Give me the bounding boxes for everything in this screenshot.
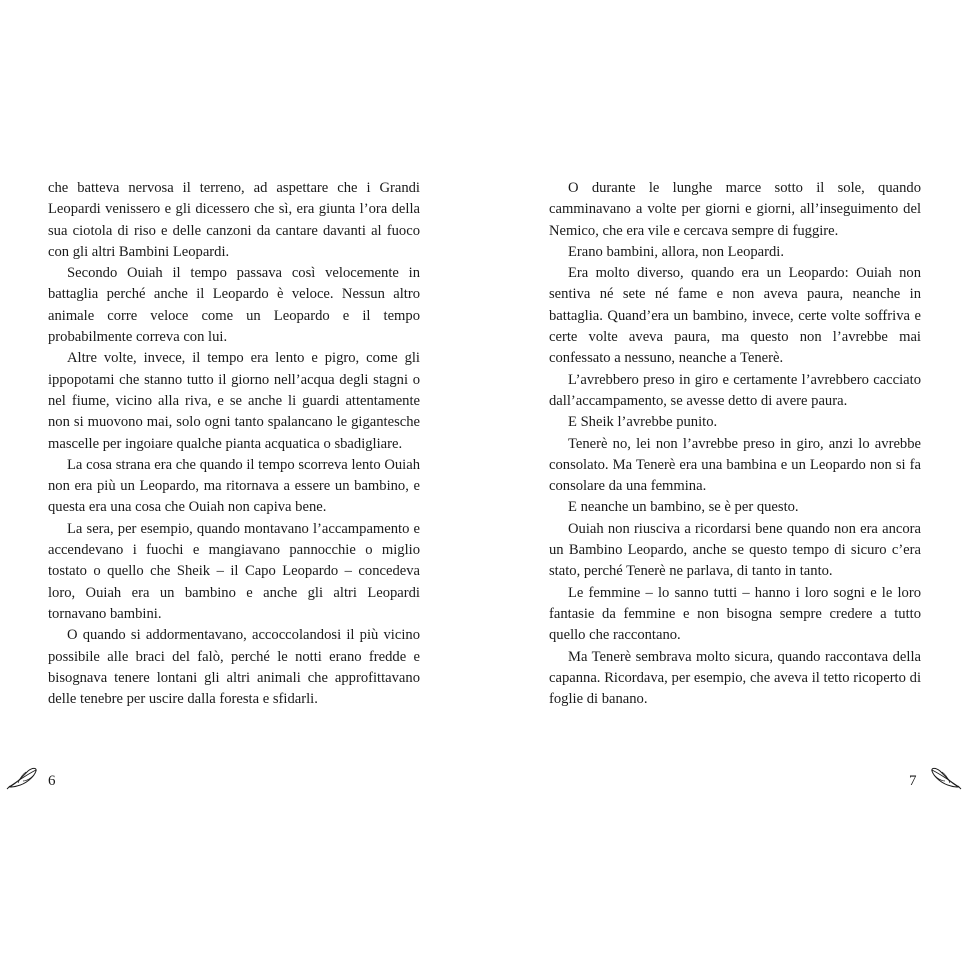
left-page-body xyxy=(48,178,420,710)
paragraph: Le femmine – lo sanno tutti – hanno i loro sogni e le loro fantasie da femmine e non bisogna sempre credere a tutto quello che raccontano. xyxy=(549,584,921,644)
paragraph: Era molto diverso, quando era un Leopardo: Ouiah non sentiva né sete né fame e non aveva paura, neanche in battaglia. Quand’era un bambino, invece, certe volte soffriva e certe volte aveva paura, ma questo non l’avrebbe mai confessato a nessuno, neanche a Tenerè. xyxy=(549,265,921,367)
paragraph: Ma Tenerè sembrava molto sicura, quando raccontava della capanna. Ricordava, per esempio, che aveva il tetto ricoperto di foglie di banano. xyxy=(549,648,921,708)
paragraph: Tenerè no, lei non l’avrebbe preso in giro, anzi lo avrebbe consolato. Ma Tenerè era una bambina e un Leopardo non si fa consolare da una femmina. xyxy=(549,435,921,495)
leaf-ornament-icon xyxy=(928,765,962,791)
paragraph: Erano bambini, allora, non Leopardi. xyxy=(568,243,784,260)
paragraph: Altre volte, invece, il tempo era lento e pigro, come gli ippopotami che stanno tutto il giorno nell’acqua degli stagni o nel fiume, vicino alla riva, e se anche li guardi attentamente non si muovono mai, solo ogni tanto spalancano le gigantesche mascelle per ingoiare qualche pianta acquatica o sbadigliare. xyxy=(48,350,420,452)
page-number-right: 7 xyxy=(909,773,917,789)
paragraph: E neanche un bambino, se è per questo. xyxy=(568,499,799,516)
paragraph: L’avrebbero preso in giro e certamente l’avrebbero cacciato dall’accampamento, se avesse detto di avere paura. xyxy=(549,371,921,409)
paragraph: O quando si addormentavano, accoccolandosi il più vicino possibile alle braci del falò, perché le notti erano fredde e bisognava tenere lontani gli altri animali che approfittavano delle tenebre per uscire dalla foresta e sfidarli. xyxy=(48,627,420,708)
paragraph: La cosa strana era che quando il tempo scorreva lento Ouiah non era più un Leopardo, ma ritornava a essere un bambino, e questa era una cosa che Ouiah non capiva bene. xyxy=(48,456,420,516)
paragraph: La sera, per esempio, quando montavano l’accampamento e accendevano i fuochi e mangiavano pannocchie o miglio tostato o quello che Sheik – il Capo Leopardo – concedeva loro, Ouiah era un bambino e anche gli altri Leopardi tornavano bambini. xyxy=(48,520,420,622)
leaf-ornament-icon xyxy=(6,765,40,791)
paragraph: che batteva nervosa il terreno, ad aspettare che i Grandi Leopardi venissero e gli dicessero che sì, era giunta l’ora della sua ciotola di riso e delle canzoni da cantare davanti al fuoco con gli altri Bambini Leopardi. xyxy=(48,180,420,260)
page-number-left: 6 xyxy=(48,773,56,789)
right-page-body xyxy=(549,178,921,710)
paragraph: E Sheik l’avrebbe punito. xyxy=(568,414,718,431)
paragraph: O durante le lunghe marce sotto il sole, quando camminavano a volte per giorni e giorni, all’inseguimento del Nemico, che era vile e cercava sempre di fuggire. xyxy=(549,180,921,239)
paragraph: Ouiah non riusciva a ricordarsi bene quando non era ancora un Bambino Leopardo, anche se questo tempo di sicuro c’era stato, perché Tenerè ne parlava, di tanto in tanto. xyxy=(549,520,921,580)
paragraph: Secondo Ouiah il tempo passava così velocemente in battaglia perché anche il Leopardo è veloce. Nessun altro animale corre veloce come un Leopardo e il tempo probabilmente correva con lui. xyxy=(48,265,420,346)
